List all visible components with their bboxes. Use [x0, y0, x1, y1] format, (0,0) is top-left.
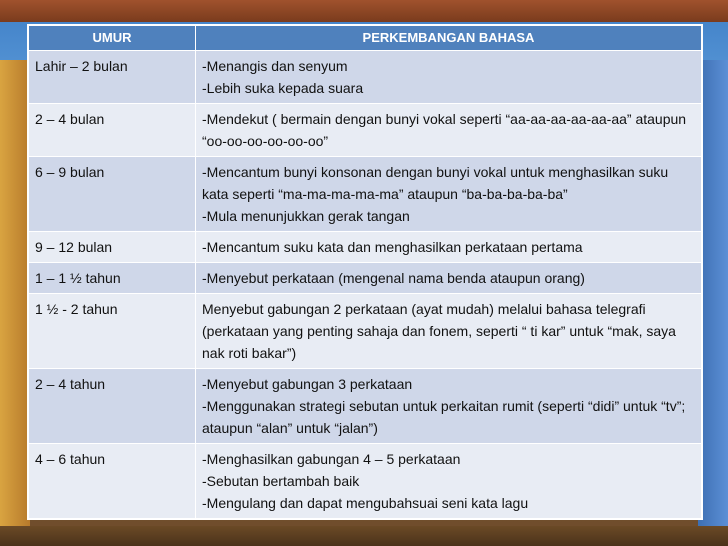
background-left-decoration: [0, 60, 30, 546]
table-row: [29, 51, 702, 104]
development-cell: [196, 369, 702, 444]
development-line: -Mengulang dan dapat mengubahsuai seni kata lagu: [202, 495, 529, 511]
table-row: [29, 157, 702, 232]
development-cell: [196, 51, 702, 104]
table-row: [29, 444, 702, 519]
table-row: [29, 232, 702, 263]
development-cell: [196, 232, 702, 263]
age-cell: 9 – 12 bulan: [29, 232, 196, 263]
development-line: -Menangis dan senyum: [202, 58, 348, 74]
development-cell: [196, 444, 702, 519]
age-cell: 6 – 9 bulan: [29, 157, 196, 232]
development-line: -Lebih suka kepada suara: [202, 80, 364, 96]
header-umur: UMUR: [29, 26, 196, 51]
background-frame-top: [0, 0, 728, 22]
table-header-row: [29, 26, 702, 51]
development-line: -Menyebut gabungan 3 perkataan: [202, 376, 413, 392]
language-development-table: [28, 25, 702, 519]
table-row: [29, 104, 702, 157]
age-cell: Lahir – 2 bulan: [29, 51, 196, 104]
development-line: Menyebut gabungan 2 perkataan (ayat mudah) melalui bahasa telegrafi (perkataan yang penting sahaja dan fonem, seperti “ ti kar” untuk “mak, saya nak roti bakar”): [202, 301, 676, 361]
table-row: [29, 263, 702, 294]
development-cell: [196, 263, 702, 294]
development-line: -Mencantum suku kata dan menghasilkan perkataan pertama: [202, 239, 583, 255]
development-line: -Mencantum bunyi konsonan dengan bunyi vokal untuk menghasilkan suku kata seperti “ma-ma-ma-ma-ma” ataupun “ba-ba-ba-ba-ba”: [202, 164, 669, 202]
age-cell: 4 – 6 tahun: [29, 444, 196, 519]
age-cell: 1 – 1 ½ tahun: [29, 263, 196, 294]
development-cell: [196, 157, 702, 232]
table-row: [29, 369, 702, 444]
development-line: -Mendekut ( bermain dengan bunyi vokal seperti “aa-aa-aa-aa-aa-aa” ataupun “oo-oo-oo-oo-oo-oo”: [202, 111, 687, 149]
background-bottom-decoration: [0, 526, 728, 546]
development-cell: [196, 294, 702, 369]
age-cell: 2 – 4 bulan: [29, 104, 196, 157]
age-cell: 2 – 4 tahun: [29, 369, 196, 444]
age-cell: 1 ½ - 2 tahun: [29, 294, 196, 369]
table-row: [29, 294, 702, 369]
development-line: -Menggunakan strategi sebutan untuk perkaitan rumit (seperti “didi” untuk “tv”; ataupun “alan” untuk “jalan”): [202, 398, 686, 436]
development-line: -Sebutan bertambah baik: [202, 473, 360, 489]
header-perkembangan-bahasa: PERKEMBANGAN BAHASA: [196, 26, 702, 51]
language-development-table-container: [27, 24, 703, 520]
development-cell: [196, 104, 702, 157]
development-line: -Menghasilkan gabungan 4 – 5 perkataan: [202, 451, 461, 467]
development-line: -Mula menunjukkan gerak tangan: [202, 208, 410, 224]
development-line: -Menyebut perkataan (mengenal nama benda ataupun orang): [202, 270, 585, 286]
